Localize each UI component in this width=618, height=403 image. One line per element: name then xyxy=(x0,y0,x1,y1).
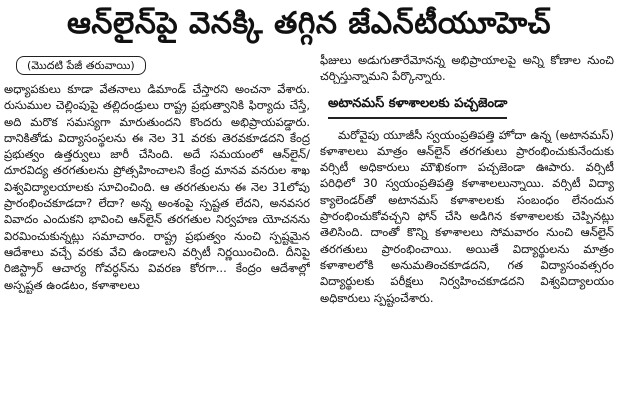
right-paragraph: మరోవైపు యూజీసీ స్వయంప్రతిపత్తి హోదా ఉన్న (అటానమస్) కళాశాలలు మాత్రం ఆన్‌లైన్ తరగతులు ప్రారంభించుకునేందుకు వర్సిటీ అధికారులు మౌఖికంగా పచ్చజెండా ఊపారు. వర్సిటీ పరిధిలో 30 స్వయంప్రతిపత్తి కళాశాలలున్నాయి. వర్సిటీ విద్యా క్యాలెండర్‌తో అటానమస్ కళాశాలలకు సంబంధం లేనందున ప్రారంభించుకోవచ్చని ఫోన్ చేసి అడిగిన కళాశాలలకు చెప్పినట్లు తెలిసింది. దాంతో కొన్ని కళాశాలలు సోమవారం నుంచి ఆన్‌లైన్ తరగతులు ప్రారంభించాయి. అయితే విద్యార్థులను మాత్రం కళాశాలలోకి అనుమతించకూడదని, గత విద్యాసంవత్సరం విద్యార్థులకు పరీక్షలు నిర్వహించకూడదని విశ్వవిద్యాలయం అధికారులు స్పష్టంచేశారు. xyxy=(320,127,614,305)
right-intro-paragraph: ఫీజులు అడుగుతారేమోనన్న అభిప్రాయాలపై అన్ని కోణాల నుంచి చర్చిస్తున్నామని పేర్కొన్నారు. xyxy=(320,53,614,84)
left-paragraph: అధ్యాపకులు కూడా వేతనాలు డిమాండ్ చేస్తారని అంచనా వేశారు. రుసుముల చెల్లింపుపై తల్లిదండ్రులు రాష్ట్ర ప్రభుత్వానికి ఫిర్యాదు చేస్తే, అది మరొక సమస్యగా మారుతుందని కొందరు అభిప్రాయపడ్డారు. దానికితోడు విద్యాసంస్థలను ఈ నెల 31 వరకు తెరవకూడదని కేంద్ర ప్రభుత్వం ఉత్తర్వులు జారీ చేసింది. అదే సమయంలో ఆన్‌లైన్/ దూరవిద్య తరగతులను ప్రోత్సహించాలని కేంద్ర మానవ వనరుల శాఖ విశ్వవిద్యాలయాలకు సూచించింది. ఆ తరగతులను ఈ నెల 31లోపు ప్రారంభించకూడదా? లేదా? అన్న అంశంపై స్పష్టత లేదని, అనవసర వివాదం ఎందుకని భావించి ఆన్‌లైన్ తరగతుల నిర్వహణ యోచనను విరమించుకున్నట్లు సమాచారం. రాష్ట్ర ప్రభుత్వం నుంచి స్పష్టమైన ఆదేశాలు వచ్చే వరకు వేచి ఉండాలని వర్సిటీ నిర్ణయించింది. దీనిపై రిజిస్ట్రార్ ఆచార్య గోవర్ధన్‌ను వివరణ కోరగా... కేంద్రం ఆదేశాల్లో అస్పష్టత ఉండటం, కళాశాలలు xyxy=(4,82,310,292)
continued-from-front-page-tag: (మొదటి పేజీ తరువాయి) xyxy=(16,56,146,75)
headline: ఆన్‌లైన్‌పై వెనక్కి తగ్గిన జేఎన్‌టీయూహెచ్ xyxy=(66,6,552,41)
right-column xyxy=(320,52,614,400)
subheadline: అటానమస్ కళాశాలలకు పచ్చజెండా xyxy=(328,93,507,119)
left-column xyxy=(4,52,310,400)
